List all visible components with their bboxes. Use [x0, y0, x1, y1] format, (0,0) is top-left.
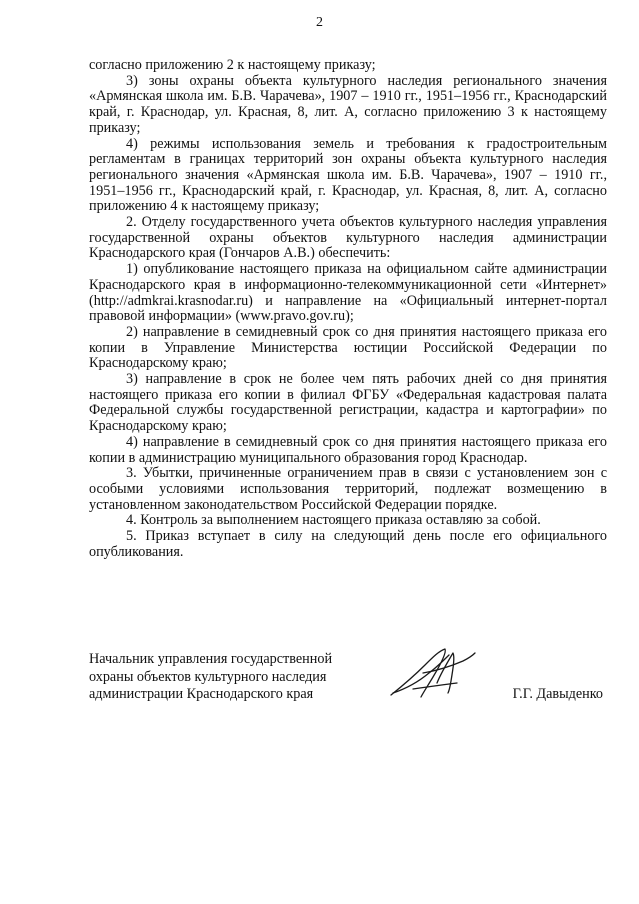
position-line: Начальник управления государственной [89, 651, 333, 667]
position-line: охраны объектов культурного наследия [89, 668, 327, 685]
paragraph: 3) зоны охраны объекта культурного наследия регионального значения «Армянская школа им. Б.В. Чарачева», 1907 – 1910 гг., 1951–1956 гг., Краснодарский край, г. Краснодар, ул. Красная, 8, лит. А, согласно приложению 3 к настоящему приказу; [89, 72, 607, 136]
paragraph: 2. Отделу государственного учета объектов культурного наследия управления государственной охраны объектов культурного наследия администрации Краснодарского края (Гончаров А.В.) обеспечить: [89, 214, 607, 262]
document-body [89, 58, 607, 561]
paragraph: 3. Убытки, причиненные ограничением прав в связи с установлением зон с особыми условиями использования территорий, подлежат возмещению в установленном законодательством Российской Федерации порядке. [89, 465, 607, 513]
handwritten-signature [383, 643, 479, 703]
paragraph: 3) направление в срок не более чем пять рабочих дней со дня принятия настоящего приказа его копии в филиал ФГБУ «Федеральная кадастровая палата Федеральной службы государственной регистрации, кадастра и картографии» по Краснодарскому краю; [89, 371, 607, 435]
page-number: 2 [316, 15, 323, 30]
signature-block [89, 651, 607, 711]
position-line: администрации Краснодарского края [89, 686, 314, 702]
paragraph: 2) направление в семидневный срок со дня принятия настоящего приказа его копии в Управление Министерства юстиции Российской Федерации по Краснодарскому краю; [89, 323, 607, 372]
paragraph: 5. Приказ вступает в силу на следующий день после его официального опубликования. [89, 528, 607, 560]
paragraph: 4) режимы использования земель и требования к градостроительным регламентам в границах территорий зон охраны объекта культурного наследия регионального значения «Армянская школа им. Б.В. Чарачева», 1907 – 1910 гг., 1951–1956 гг., Краснодарский край, г. Краснодар, ул. Красная, 8, лит. А, согласно приложению 4 к настоящему приказу; [89, 135, 607, 215]
signatory-position [89, 651, 369, 704]
paragraph: 1) опубликование настоящего приказа на официальном сайте администрации Краснодарского края в информационно-телекоммуникационной сети «Интернет» (http://admkrai.krasnodar.ru) и направление на «Официальный интернет-портал правовой информации» (www.pravo.gov.ru); [89, 261, 607, 325]
paragraph: 4. Контроль за выполнением настоящего приказа оставляю за собой. [126, 512, 541, 529]
paragraph: согласно приложению 2 к настоящему приказу; [89, 57, 376, 73]
signatory-name: Г.Г. Давыденко [512, 686, 603, 702]
paragraph: 4) направление в семидневный срок со дня принятия настоящего приказа его копии в администрацию муниципального образования город Краснодар. [89, 433, 607, 466]
